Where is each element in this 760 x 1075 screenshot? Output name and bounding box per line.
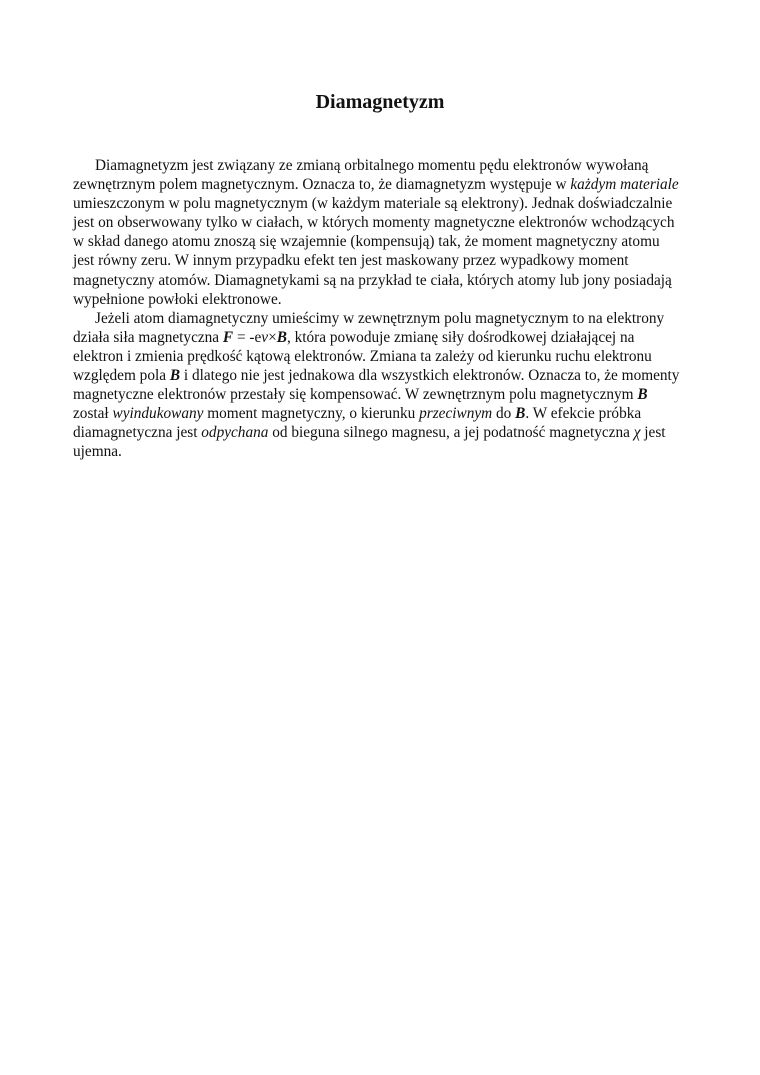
paragraph-text: , która powoduje zmianę siły dośrodkowej działającej na elektron i zmienia prędkość kątową elektronów. Zmiana ta zależy od kierunku ruchu elektronu względem pola (73, 328, 652, 385)
paragraph-text: Jeżeli atom diamagnetyczny umieścimy w zewnętrznym polu magnetycznym to na elektrony działa siła magnetyczna (73, 309, 665, 346)
paragraph-text: × (268, 328, 277, 346)
vector-symbol: B (637, 386, 648, 404)
paragraph-2 (73, 309, 683, 462)
paragraph-text: = -e (233, 328, 262, 346)
paragraph-text: jest ujemna. (73, 424, 666, 461)
paragraph-text: do (492, 405, 516, 423)
page-title: Diamagnetyzm (315, 91, 445, 113)
paragraph-text: . W efekcie próbka diamagnetyczna jest (73, 405, 642, 442)
paragraph-text: umieszczonym w polu magnetycznym (w każdym materiale są elektrony). Jednak doświadczalnie jest on obserwowany tylko w ciałach, w których momenty magnetyczne elektronów wchodzących w skład danego atomu znoszą się wzajemnie (kompensują) tak, że moment magnetyczny atomu jest równy zeru. W innym przypadku efekt ten jest maskowany przez wypadkowy moment magnetyczny atomów. Diamagnetykami są na przykład te ciała, których atomy lub jony posiadają wypełnione powłoki elektronowe. (73, 195, 675, 308)
emphasis: odpychana (201, 424, 269, 442)
emphasis: przeciwnym (419, 405, 493, 423)
emphasis: każdym materiale (570, 176, 679, 194)
vector-symbol: B (276, 328, 287, 346)
math-symbol: v (261, 328, 269, 346)
chi-symbol: χ (633, 424, 641, 442)
vector-symbol: B (515, 405, 526, 423)
paragraph-text: Diamagnetyzm jest związany ze zmianą orbitalnego momentu pędu elektronów wywołaną zewnętrznym polem magnetycznym. Oznacza to, że diamagnetyzm występuje w (73, 157, 649, 194)
vector-symbol: B (169, 367, 181, 385)
paragraph-text: od bieguna silnego magnesu, a jej podatność magnetyczna (268, 424, 634, 442)
emphasis: wyindukowany (112, 405, 204, 423)
vector-symbol: F (222, 328, 234, 346)
paragraph-text: został (73, 405, 113, 423)
paragraph-text: i dlatego nie jest jednakowa dla wszystkich elektronów. Oznacza to, że momenty magnetyczne elektronów przestały się kompensować. W zewnętrznym polu magnetycznym (73, 367, 680, 404)
paragraph-text: moment magnetyczny, o kierunku (203, 405, 420, 423)
paragraph-1 (73, 156, 683, 309)
body-text (73, 156, 683, 462)
